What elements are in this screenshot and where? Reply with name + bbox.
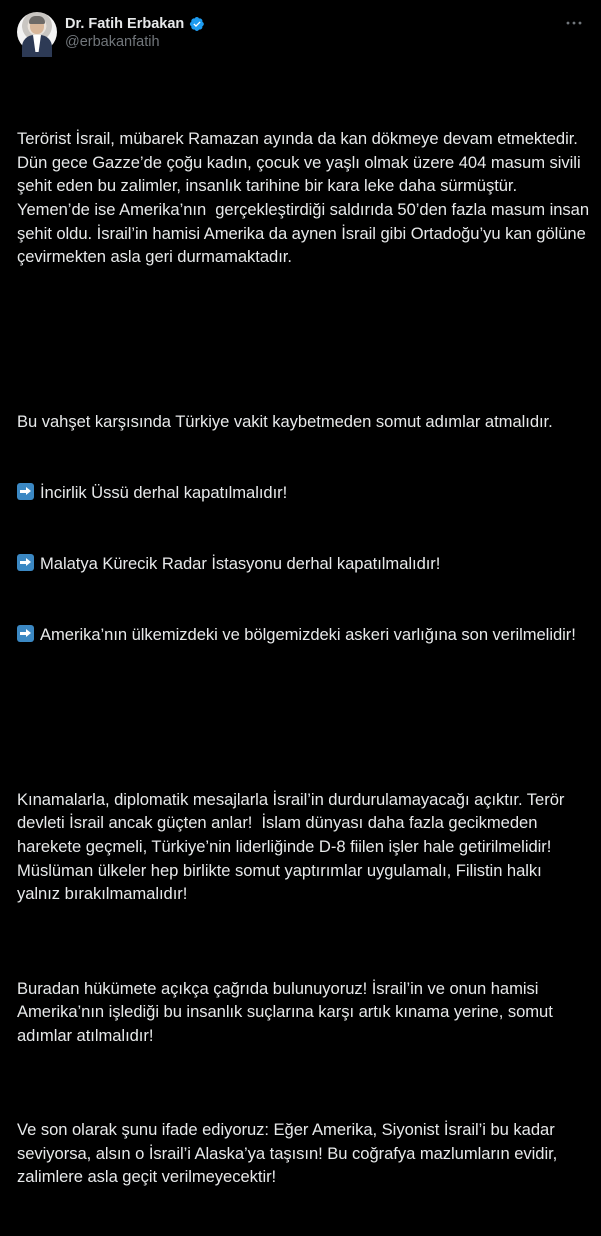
demand-item bbox=[17, 623, 589, 647]
tweet-paragraph: Kınamalarla, diplomatik mesajlarla İsrail’in durdurulamayacağı açıktır. Terör devleti İsrail ancak güçten anlar! İslam dünyası daha fazla gecikmeden harekete geçmeli, Türkiye’nin liderliğinde D-8 fiilen işler hale getirilmelidir! Müslüman ülkeler hep birlikte somut yaptırımlar uygulamalı, Filistin halkı yalnız bırakılmamalıdır! bbox=[17, 789, 569, 904]
author-handle[interactable]: @erbakanfatih bbox=[65, 34, 160, 50]
name-row bbox=[65, 15, 205, 33]
author-info bbox=[65, 12, 205, 51]
right-arrow-emoji-icon bbox=[17, 554, 34, 571]
demands-intro: Bu vahşet karşısında Türkiye vakit kaybetmeden somut adımlar atmalıdır. bbox=[17, 412, 553, 432]
avatar-hair bbox=[29, 16, 45, 24]
demand-item bbox=[17, 552, 589, 576]
right-arrow-emoji-icon bbox=[17, 483, 34, 500]
demand-text: İncirlik Üssü derhal kapatılmalıdır! bbox=[40, 483, 288, 503]
display-name[interactable]: Dr. Fatih Erbakan bbox=[65, 16, 185, 32]
tweet-paragraph: Terörist İsrail, mübarek Ramazan ayında da kan dökmeye devam etmektedir. Dün gece Gazze’de çoğu kadın, çocuk ve yaşlı olmak üzere 404 masum sivili şehit eden bu zalimler, insanlık tarihine bir kara leke daha sürmüştür. Yemen’de ise Amerika’nın gerçekleştirdiği saldırıda 50’den fazla masum insan şehit oldu. İsrail’in hamisi Amerika da aynen İsrail gibi Ortadoğu’yu kan gölüne çevirmekten asla geri durmamaktadır. bbox=[17, 129, 594, 267]
right-arrow-emoji-icon bbox=[17, 625, 34, 642]
demand-text: Amerika’nın ülkemizdeki ve bölgemizdeki askeri varlığına son verilmelidir! bbox=[40, 624, 576, 644]
demand-item bbox=[17, 481, 589, 505]
avatar[interactable] bbox=[17, 12, 57, 52]
tweet-paragraph: Buradan hükümete açıkça çağrıda bulunuyoruz! İsrail’in ve onun hamisi Amerika’nın işlediği bu insanlık suçlarına karşı artık kınama yerine, somut adımlar atılmalıdır! bbox=[17, 978, 558, 1045]
tweet-text bbox=[17, 80, 594, 1236]
demands-block bbox=[17, 363, 589, 693]
tweet-paragraph: Ve son olarak şunu ifade ediyoruz: Eğer Amerika, Siyonist İsrail’i bu kadar seviyorsa, alsın o İsrail’i Alaska’ya taşısın! Bu coğrafya mazlumların evidir, zalimlere asla geçit verilmeyecektir! bbox=[17, 1120, 562, 1187]
verified-badge-icon bbox=[189, 16, 205, 32]
tweet-header bbox=[17, 12, 585, 56]
more-options-icon[interactable] bbox=[565, 14, 583, 32]
demand-text: Malatya Kürecik Radar İstasyonu derhal kapatılmalıdır! bbox=[40, 553, 441, 573]
